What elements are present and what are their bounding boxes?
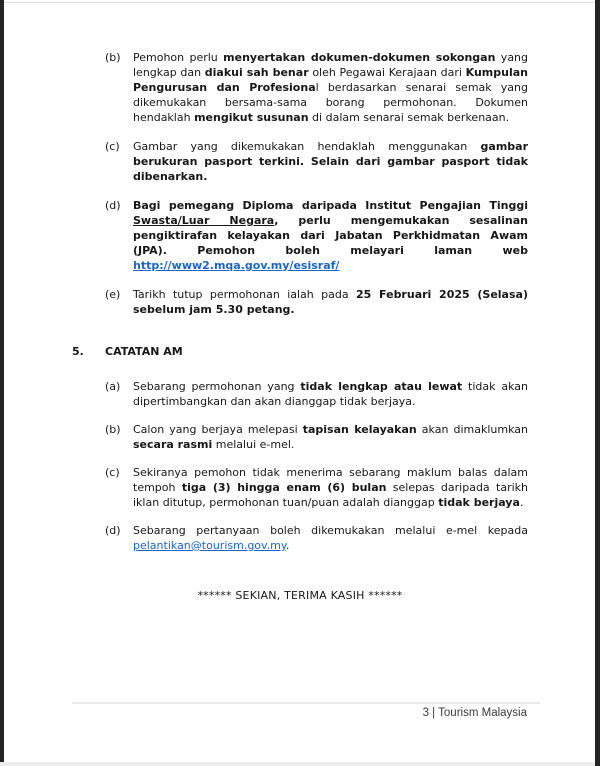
page-bottom-edge (0, 762, 600, 766)
page-right-edge (595, 0, 600, 766)
text-segment: . (519, 496, 524, 509)
text-segment: gambar berukuran pasport terkini. Selain dari gambar pasport tidak dibenarkan. (133, 140, 528, 183)
item-label: (b) (105, 51, 121, 64)
item-text (133, 379, 528, 409)
text-segment: Sekiranya pemohon tidak menerima sebarang maklum balas dalam tempoh (133, 466, 528, 494)
text-segment: selepas daripada tarikh iklan ditutup, permohonan tuan/puan adalah dianggap (133, 481, 528, 509)
list-item (72, 379, 528, 409)
item-label: (d) (105, 524, 121, 537)
hyperlink[interactable]: pelantikan@tourism.gov.my (133, 539, 286, 552)
text-segment: tiga (3) hingga enam (6) bulan (181, 481, 387, 494)
text-segment: Kumpulan Pengurusan dan Profesiona (133, 66, 528, 94)
section-title: CATATAN AM (105, 345, 183, 358)
page-footer: 3 | Tourism Malaysia (422, 707, 527, 719)
text-segment: melalui e-mel. (212, 438, 295, 451)
text-segment: tidak berjaya (438, 496, 520, 509)
text-segment: tapisan kelayakan (302, 423, 417, 436)
item-text (133, 422, 528, 452)
text-segment: 25 Februari 2025 (Selasa) sebelum jam 5.30 petang. (133, 288, 528, 316)
item-label: (e) (105, 288, 121, 301)
text-segment: Gambar yang dikemukakan hendaklah menggunakan (133, 140, 481, 153)
list-item (72, 139, 528, 184)
item-list (72, 379, 528, 553)
item-label: (a) (105, 380, 121, 393)
text-segment: l berdasarkan senarai semak yang dikemukakan bersama-sama borang permohonan. Dokumen hendaklah (133, 81, 528, 124)
text-segment: Bagi pemegang Diploma daripada Institut Pengajian Tinggi (133, 199, 528, 212)
closing-line: ****** SEKIAN, TERIMA KASIH ****** (197, 589, 403, 602)
text-segment: Swasta/Luar Negara (133, 214, 275, 227)
text-segment: diakui sah benar (204, 66, 309, 79)
item-text (133, 523, 528, 553)
section-catatan-am (72, 344, 528, 553)
text-segment: mengikut susunan (194, 111, 309, 124)
item-label: (b) (105, 423, 121, 436)
hyperlink[interactable]: http://www2.mqa.gov.my/esisraf/ (133, 259, 340, 272)
item-text (133, 139, 528, 184)
section-number: 5. (72, 345, 84, 358)
item-label: (d) (105, 199, 121, 212)
footer-divider (72, 702, 540, 704)
text-segment: menyertakan dokumen-dokumen sokongan (223, 51, 496, 64)
list-item (72, 465, 528, 510)
list-item (72, 50, 528, 125)
list-item (72, 287, 528, 317)
item-label: (c) (105, 466, 120, 479)
document-content (72, 50, 528, 603)
item-list (72, 50, 528, 317)
text-segment: akan dimaklumkan (416, 423, 528, 436)
text-segment: Sebarang permohonan yang (133, 380, 301, 393)
text-segment: Sebarang pertanyaan boleh dikemukakan melalui e-mel kepada (133, 524, 528, 537)
text-segment: Pemohon perlu (133, 51, 224, 64)
page-left-edge (0, 0, 4, 762)
text-segment: Calon yang berjaya melepasi (133, 423, 303, 436)
text-segment: , perlu mengemukakan sesalinan pengiktirafan kelayakan dari Jabatan Perkhidmatan Awam (JPA). Pemohon boleh melayari laman web (133, 214, 528, 257)
item-text (133, 198, 528, 273)
text-segment: tidak akan dipertimbangkan dan akan dianggap tidak berjaya. (133, 380, 529, 408)
item-label: (c) (105, 140, 120, 153)
item-text (133, 287, 528, 317)
item-text (133, 465, 528, 510)
page-top-edge (0, 2, 600, 3)
list-item (72, 422, 528, 452)
text-segment: secara rasmi (133, 438, 213, 451)
list-item (72, 523, 528, 553)
section-heading (72, 344, 528, 359)
text-segment: tidak lengkap atau lewat (300, 380, 463, 393)
text-segment: yang lengkap dan (133, 51, 529, 79)
list-item (72, 198, 528, 273)
item-text (133, 50, 528, 125)
text-segment: di dalam senarai semak berkenaan. (308, 111, 510, 124)
text-segment: oleh Pegawai Kerajaan dari (308, 66, 466, 79)
text-segment: Tarikh tutup permohonan ialah pada (133, 288, 356, 301)
text-segment: . (285, 539, 290, 552)
section-requirements-continuation (72, 50, 528, 317)
